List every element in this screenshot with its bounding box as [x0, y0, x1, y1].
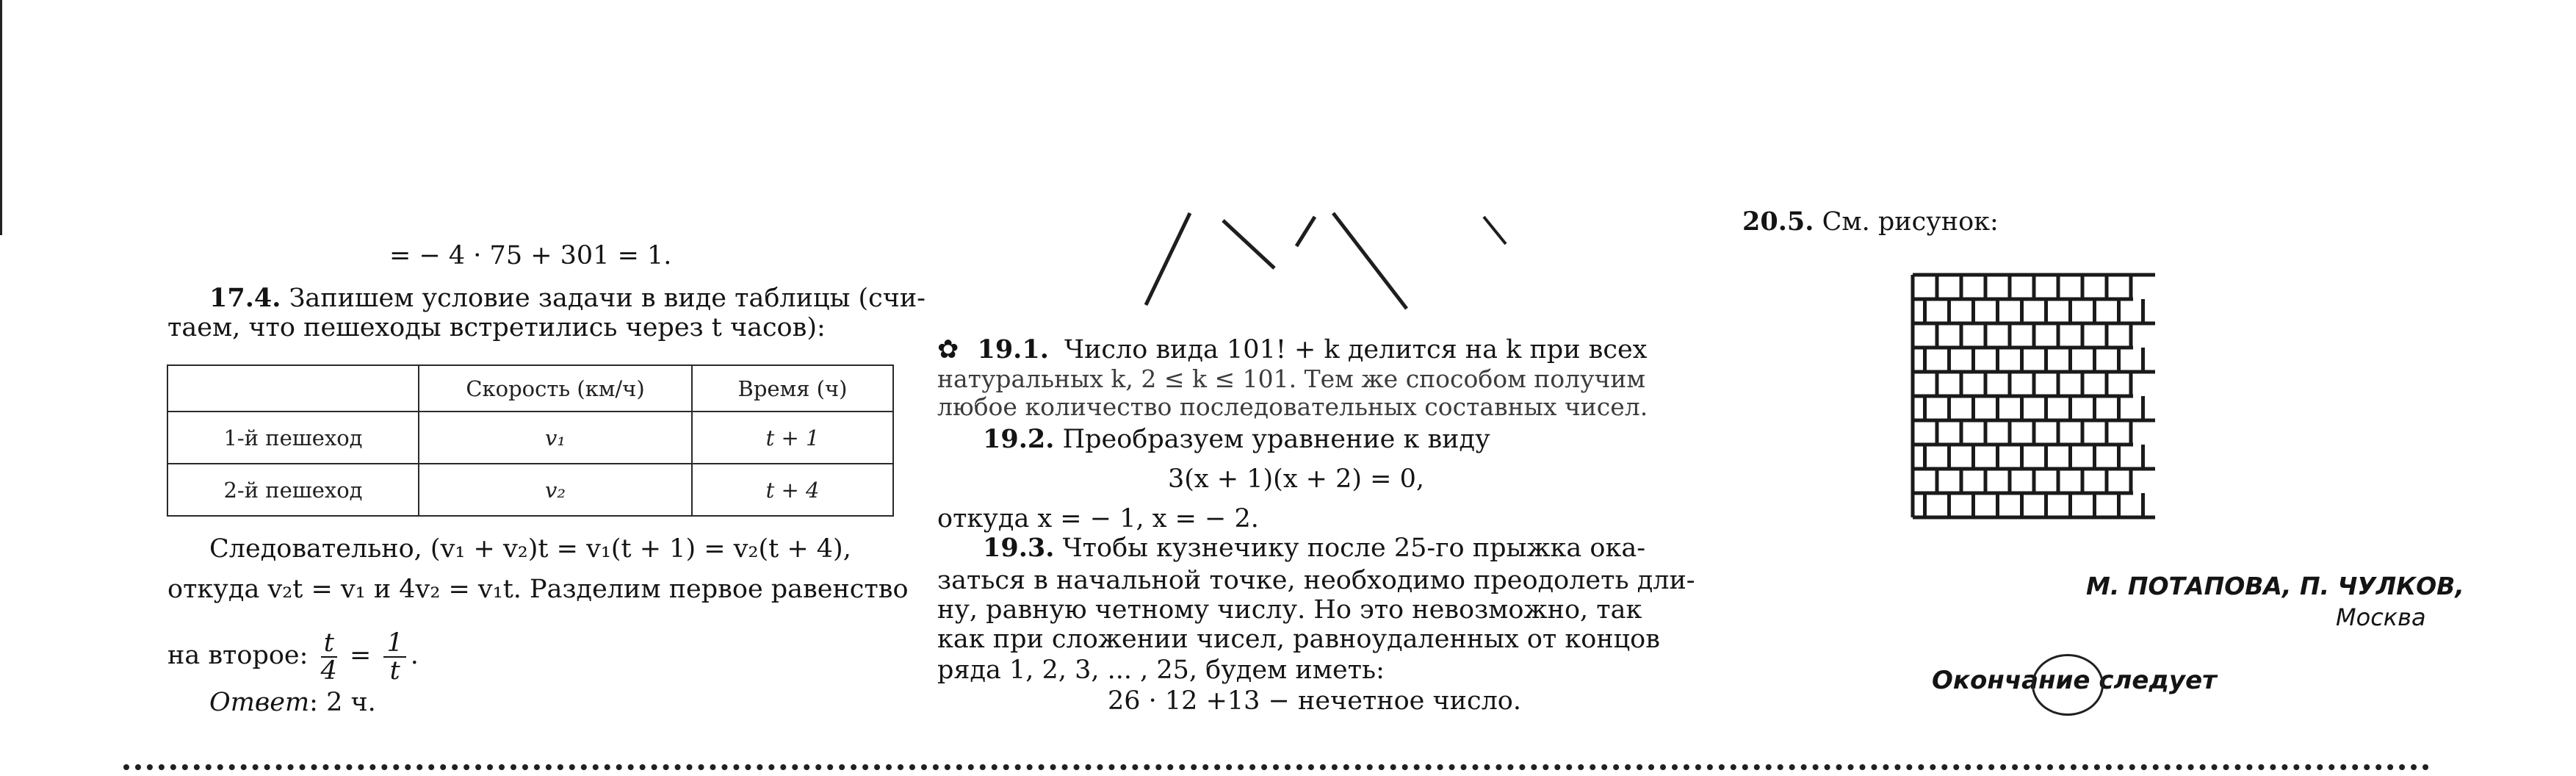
fraction-1-over-t	[383, 630, 405, 684]
problem-19-3-line-3: ну, равную четному числу. Но это невозможно, так	[937, 595, 1642, 625]
problem-19-2-equation: 3(x + 1)(x + 2) = 0,	[1168, 464, 1425, 494]
conclusion-line-1: Следовательно, (v₁ + v₂)t = v₁(t + 1) = v₂(t + 4),	[209, 534, 851, 564]
stroke-3	[1296, 217, 1315, 246]
answer-label: Ответ	[209, 688, 310, 717]
problem-number: 20.5.	[1742, 206, 1814, 237]
bottom-dotted-border	[123, 764, 2430, 770]
conclusion-line-2: откуда v₂t = v₁ и 4v₂ = v₁t. Разделим первое равенство	[167, 575, 909, 604]
to-be-continued: Окончание следует	[1932, 666, 2217, 695]
pedestrian-table	[167, 364, 894, 517]
fraction-t-over-4	[321, 630, 337, 684]
ink-circle	[2032, 654, 2104, 716]
problem-19-1-line-2: натуральных k, 2 ≤ k ≤ 101. Тем же способом получим	[937, 364, 1646, 393]
grid-figure	[1910, 272, 2174, 536]
star-icon: ✿	[937, 335, 959, 364]
equation-line: = − 4 · 75 + 301 = 1.	[389, 241, 672, 270]
stroke-4	[1333, 213, 1407, 309]
conclusion-line-3	[167, 626, 419, 685]
header-time: Время (ч)	[692, 365, 893, 412]
city: Москва	[2336, 603, 2426, 631]
grid-lines	[1913, 275, 2155, 517]
row-speed: v₂	[419, 464, 692, 516]
stroke-5	[1484, 217, 1506, 244]
problem-19-2-line-3: откуда x = − 1, x = − 2.	[937, 504, 1259, 534]
header-empty-cell	[167, 365, 419, 412]
problem-17-4-line-2: таем, что пешеходы встретились через t часов):	[167, 313, 826, 342]
problem-19-3-line-4: как при сложении чисел, равноудаленных от концов	[937, 625, 1660, 654]
answer-line	[209, 686, 376, 719]
problem-19-3-line-2: заться в начальной точке, необходимо преодолеть дли-	[937, 566, 1695, 595]
table-row	[167, 464, 893, 516]
problem-19-3-line-1	[983, 532, 1645, 564]
row-time: t + 4	[692, 464, 893, 516]
problem-number: 19.1.	[977, 334, 1049, 364]
decorative-strokes	[1116, 206, 1587, 316]
problem-number: 17.4.	[209, 283, 281, 313]
fraction-denominator: t	[389, 655, 400, 686]
answer-value: : 2 ч.	[309, 688, 376, 717]
table-header-row	[167, 365, 893, 412]
equals-sign: =	[350, 641, 372, 670]
problem-20-5-line	[1742, 206, 1999, 238]
row-name: 2-й пешеход	[167, 464, 419, 516]
fraction-numerator: 1	[383, 630, 405, 658]
row-name: 1-й пешеход	[167, 412, 419, 464]
row-speed: v₁	[419, 412, 692, 464]
period: .	[410, 641, 419, 670]
header-speed: Скорость (км/ч)	[419, 365, 692, 412]
problem-19-1-line-1	[937, 334, 1647, 366]
problem-19-3-equation: 26 · 12 +13 − нечетное число.	[1108, 686, 1522, 716]
row-time: t + 1	[692, 412, 893, 464]
authors: М. ПОТАПОВА, П. ЧУЛКОВ,	[2086, 572, 2464, 600]
margin-mark	[0, 0, 2, 235]
problem-text: См. рисунок:	[1822, 207, 1999, 237]
problem-text: Преобразуем уравнение к виду	[1062, 425, 1490, 454]
problem-19-3-line-5: ряда 1, 2, 3, ... , 25, будем иметь:	[937, 655, 1385, 685]
conclusion-prefix: на второе:	[167, 641, 309, 670]
problem-number: 19.3.	[983, 533, 1055, 563]
fraction-numerator: t	[321, 630, 337, 658]
problem-text: Число вида 101! + k делится на k при всех	[1064, 335, 1648, 364]
stroke-1	[1146, 213, 1190, 305]
problem-19-2-line-1	[983, 423, 1490, 456]
problem-number: 19.2.	[983, 424, 1055, 454]
problem-text: Чтобы кузнечику после 25-го прыжка ока-	[1062, 534, 1646, 563]
problem-19-1-line-3: любое количество последовательных составных чисел.	[937, 392, 1648, 421]
problem-text: Запишем условие задачи в виде таблицы (счи-	[289, 284, 926, 313]
problem-17-4-line-1	[209, 282, 926, 315]
fraction-denominator: 4	[320, 655, 337, 686]
table-row	[167, 412, 893, 464]
stroke-2	[1223, 220, 1274, 268]
